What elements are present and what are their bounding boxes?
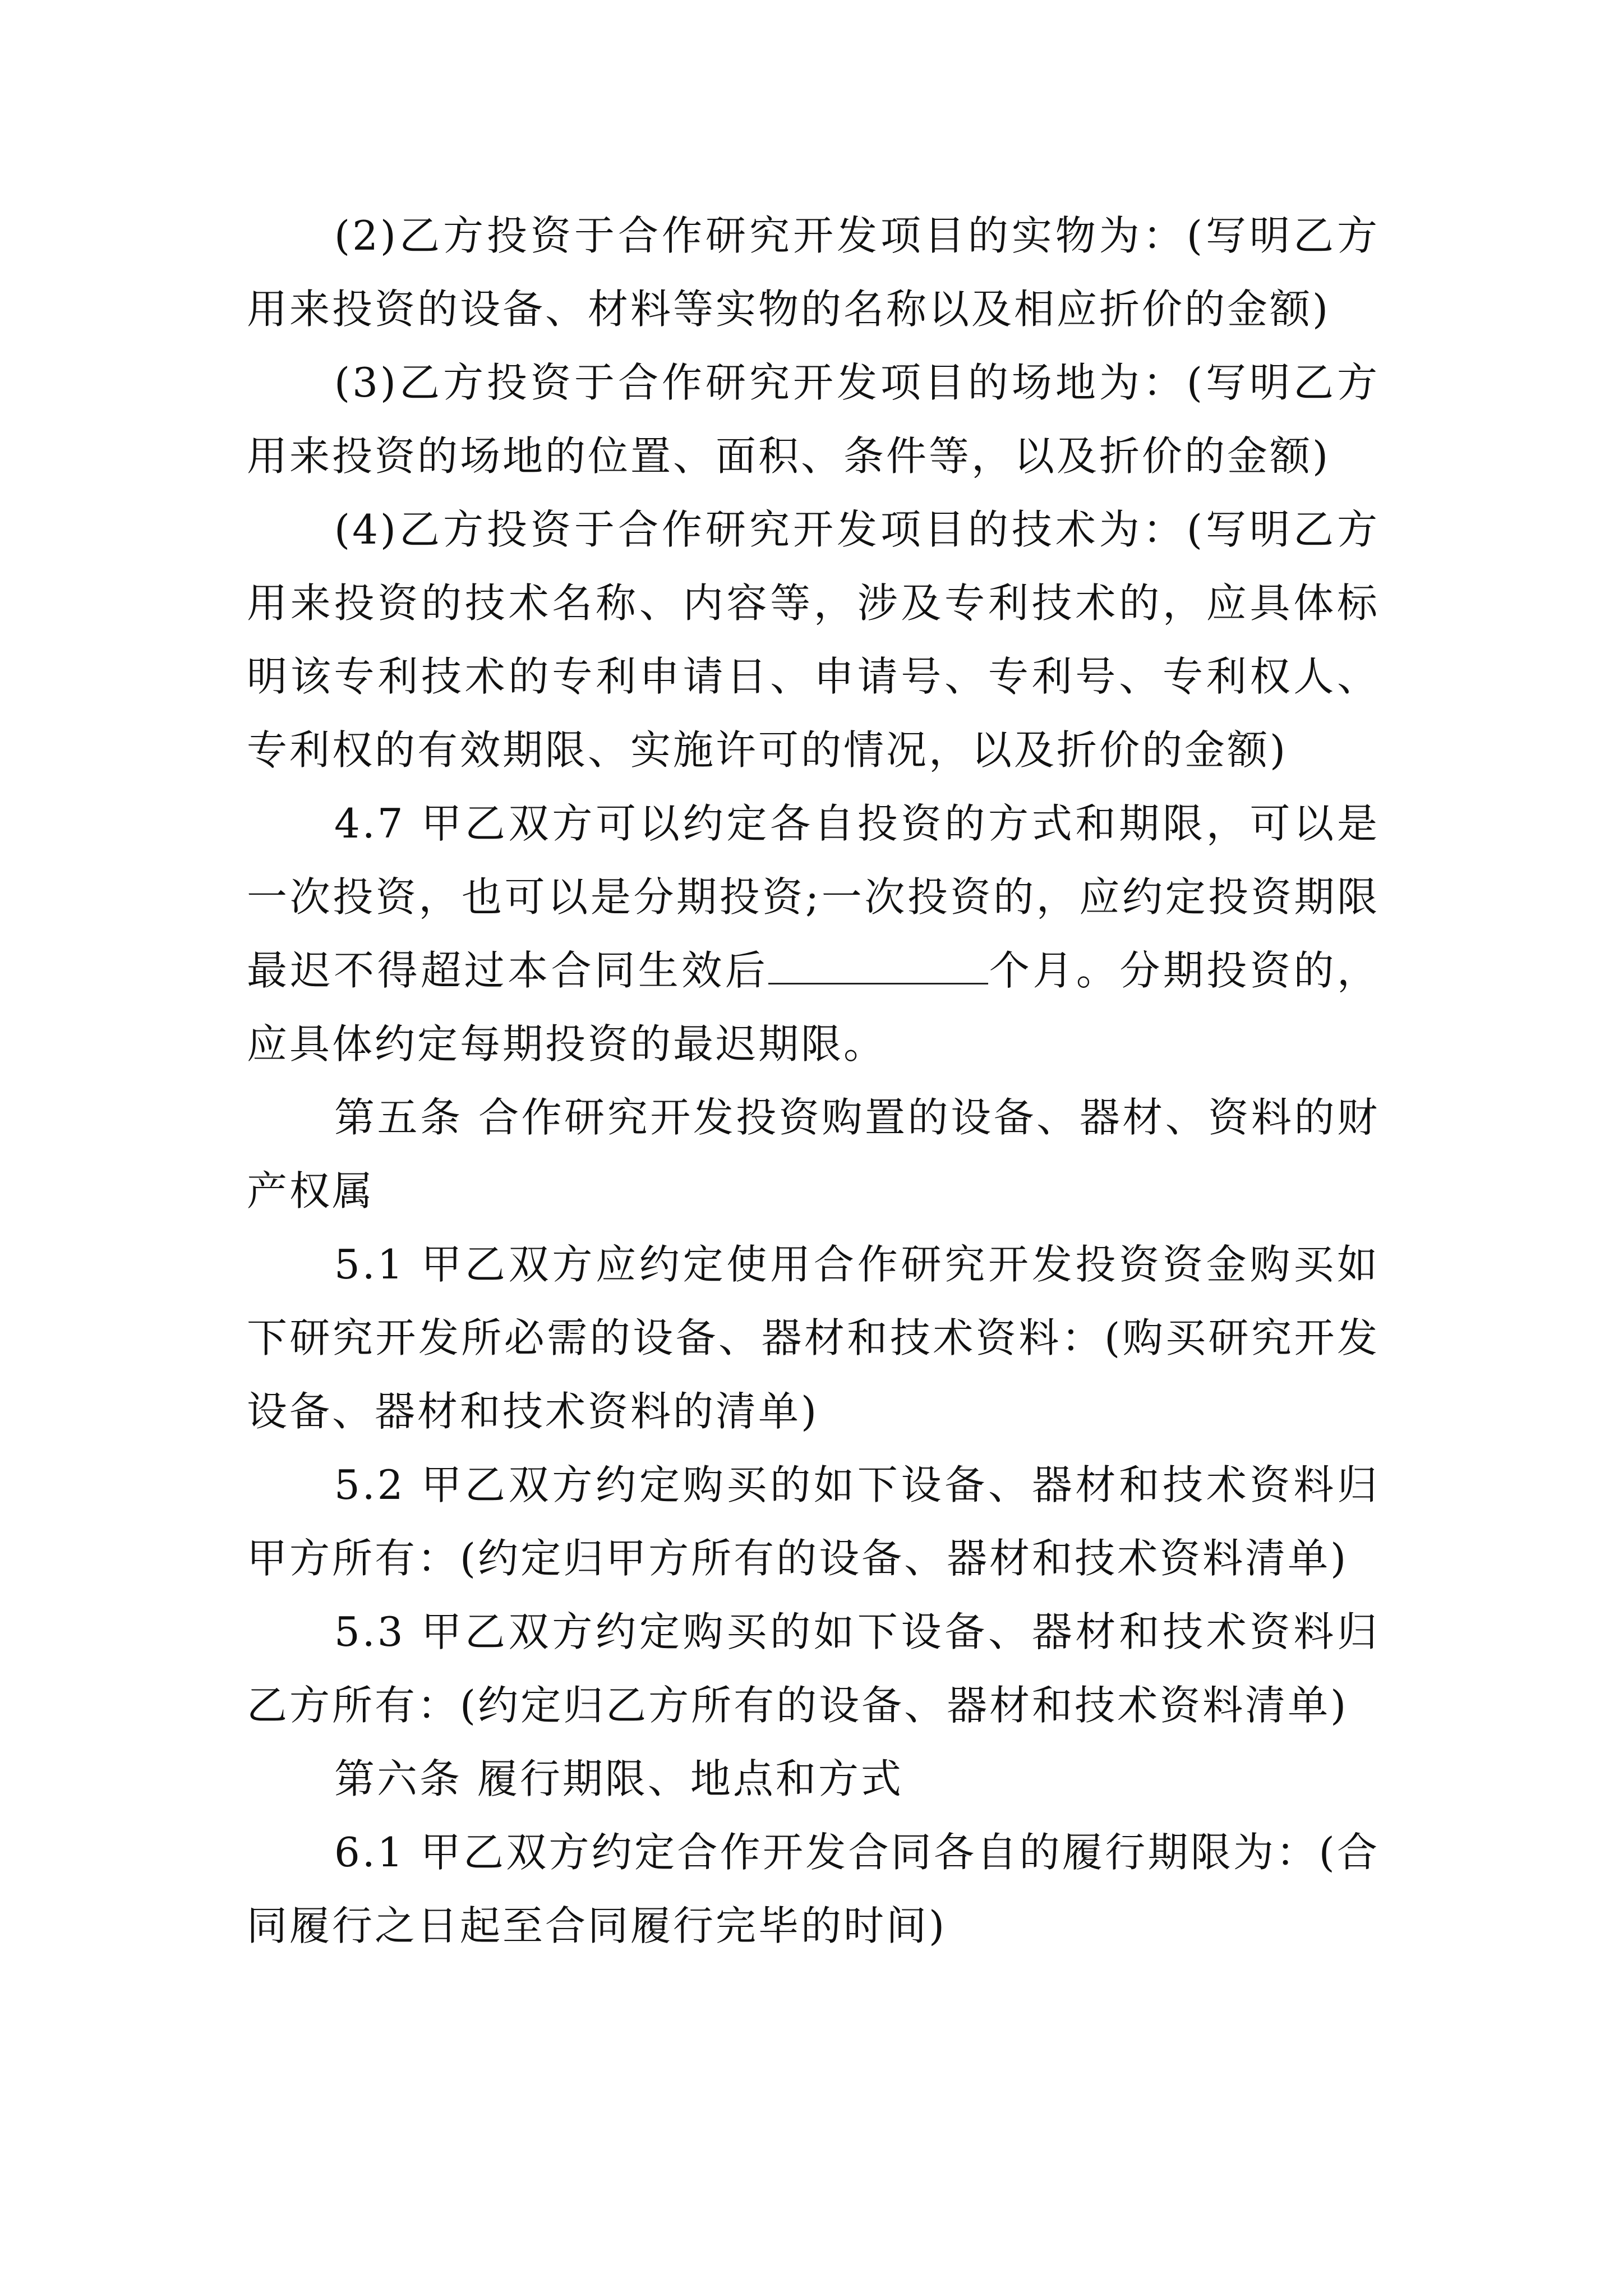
article-6-heading: 第六条 履行期限、地点和方式 — [334, 1755, 903, 1802]
fill-in-blank-months[interactable] — [768, 982, 988, 984]
clause-4-6-item-4: (4)乙方投资于合作研究开发项目的技术为：(写明乙方用来投资的技术名称、内容等，涉及专利技术的，应具体标明该专利技术的专利申请日、申请号、专利号、专利权人、专利权的有效期限、实施许可的情况，以及折价的金额) — [247, 506, 1380, 774]
clause-5-3: 5.3 甲乙双方约定购买的如下设备、器材和技术资料归乙方所有：(约定归乙方所有的设备、器材和技术资料清单) — [247, 1608, 1380, 1729]
clause-6-1: 6.1 甲乙双方约定合作开发合同各自的履行期限为：(合同履行之日起至合同履行完毕的时间) — [247, 1829, 1380, 1949]
clause-5-2: 5.2 甲乙双方约定购买的如下设备、器材和技术资料归甲方所有：(约定归甲方所有的设备、器材和技术资料清单) — [247, 1461, 1380, 1582]
clause-4-7 — [247, 787, 1380, 1081]
clause-5-1: 5.1 甲乙双方应约定使用合作研究开发投资资金购买如下研究开发所必需的设备、器材和技术资料：(购买研究开发设备、器材和技术资料的清单) — [247, 1241, 1380, 1435]
clause-4-6-item-2: (2)乙方投资于合作研究开发项目的实物为：(写明乙方用来投资的设备、材料等实物的名称以及相应折价的金额) — [247, 212, 1380, 333]
clause-4-7-text-after: 个月。分期投资的，应具体约定每期投资的最迟期限。 — [247, 947, 1380, 1068]
article-5-heading: 第五条 合作研究开发投资购置的设备、器材、资料的财产权属 — [247, 1094, 1380, 1214]
clause-4-7-text-before: 4.7 甲乙双方可以约定各自投资的方式和期限，可以是一次投资，也可以是分期投资;一次投资的，应约定投资期限最迟不得超过本合同生效后 — [247, 800, 1380, 994]
clause-4-6-item-3: (3)乙方投资于合作研究开发项目的场地为：(写明乙方用来投资的场地的位置、面积、条件等，以及折价的金额) — [247, 359, 1380, 480]
document-body — [247, 199, 1380, 1963]
